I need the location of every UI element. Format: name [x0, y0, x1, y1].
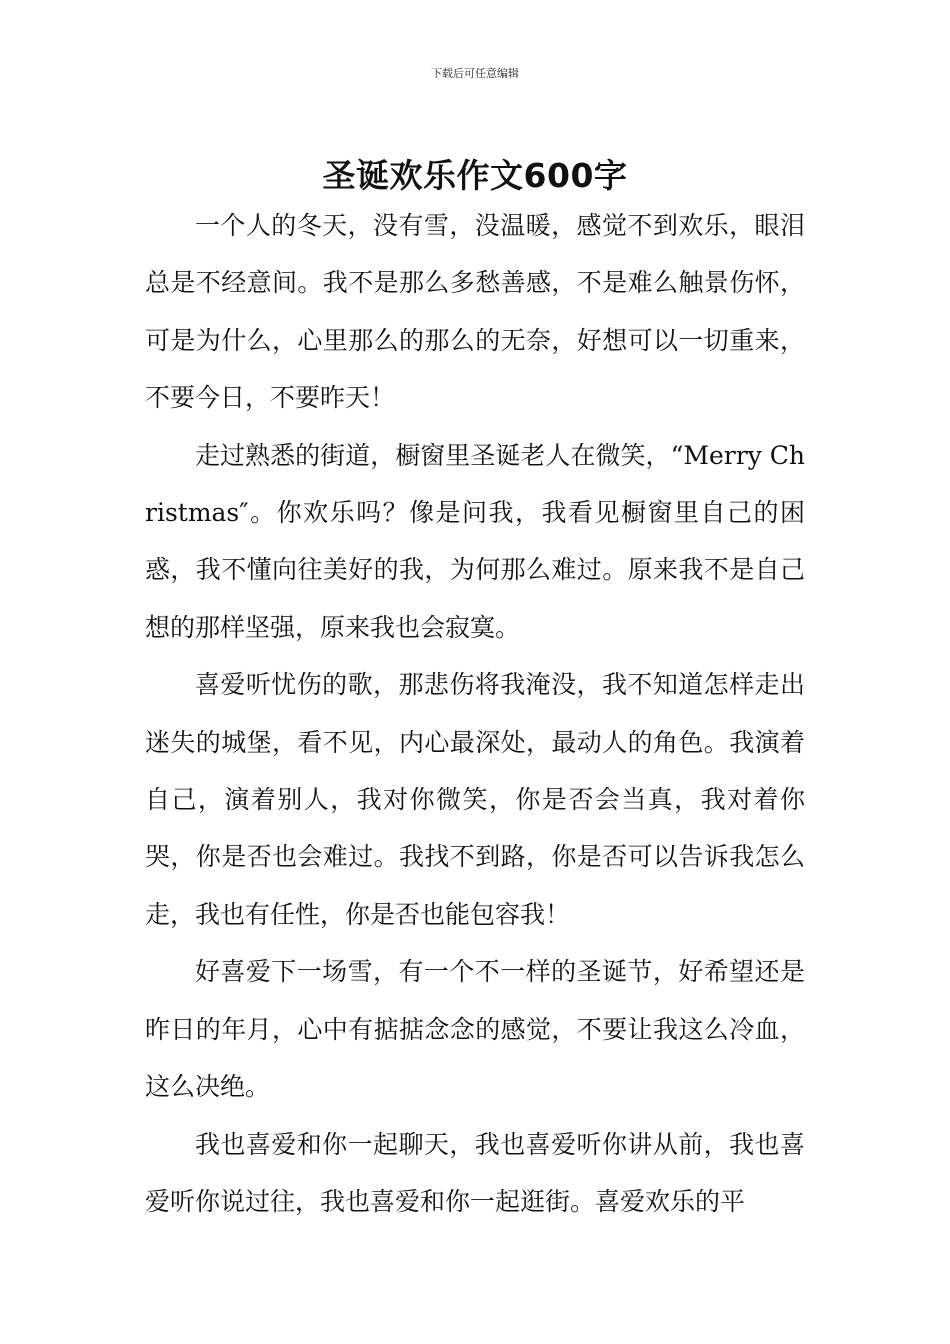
paragraph-3: 喜爱听忧伤的歌，那悲伤将我淹没，我不知道怎样走出迷失的城堡，看不见，内心最深处，最动人的角色。我演着自己，演着别人，我对你微笑，你是否会当真，我对着你哭，你是否也会难过。我找不到路，你是否可以告诉我怎么走，我也有任性，你是否也能包容我！ [145, 670, 805, 929]
document-title: 圣诞欢乐作文600字 [322, 156, 628, 196]
document-body [145, 197, 805, 1230]
paragraph-5: 我也喜爱和你一起聊天，我也喜爱听你讲从前，我也喜爱听你说过往，我也喜爱和你一起逛街。喜爱欢乐的平 [145, 1129, 805, 1216]
paragraph-2: 走过熟悉的街道，橱窗里圣诞老人在微笑，“Merry Christmas″。你欢乐吗？像是问我，我看见橱窗里自己的困惑，我不懂向往美好的我，为何那么难过。原来我不是自己想的那样坚强，原来我也会寂寞。 [145, 440, 805, 642]
paragraph-4: 好喜爱下一场雪，有一个不一样的圣诞节，好希望还是昨日的年月，心中有掂掂念念的感觉，不要让我这么冷血，这么决绝。 [145, 957, 805, 1102]
paragraph-1: 一个人的冬天，没有雪，没温暖，感觉不到欢乐，眼泪总是不经意间。我不是那么多愁善感，不是难么触景伤怀，可是为什么，心里那么的那么的无奈，好想可以一切重来，不要今日，不要昨天！ [145, 211, 805, 413]
header-note: 下载后可任意编辑 [431, 67, 519, 80]
